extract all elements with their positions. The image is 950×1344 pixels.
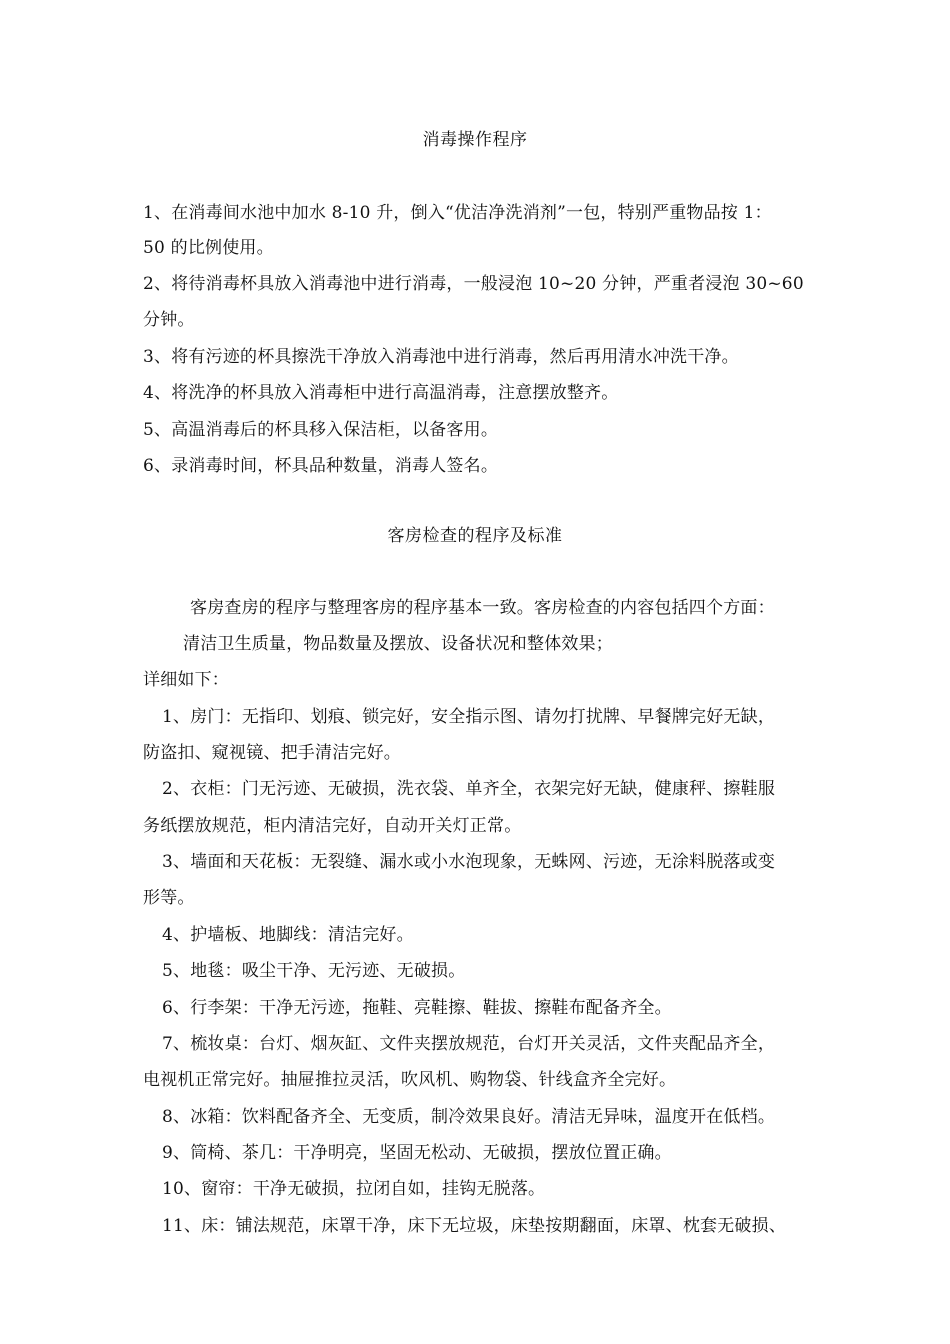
inspection-line: 电视机正常完好。抽屉推拉灵活，吹风机、购物袋、针线盒齐全完好。 [143, 1070, 677, 1090]
disinfection-line: 5、高温消毒后的杯具移入保洁柜，以备客用。 [143, 420, 499, 440]
disinfection-line: 2、将待消毒杯具放入消毒池中进行消毒，一般浸泡 10~20 分钟，严重者浸泡 30~60 [143, 274, 804, 294]
section-title-disinfection: 消毒操作程序 [422, 130, 528, 150]
inspection-line: 务纸摆放规范，柜内清洁完好，自动开关灯正常。 [143, 816, 522, 836]
inspection-line: 6、行李架：干净无污迹，拖鞋、亮鞋擦、鞋拔、擦鞋布配备齐全。 [162, 998, 672, 1018]
inspection-intro-line: 客房查房的程序与整理客房的程序基本一致。客房检查的内容包括四个方面： [190, 598, 775, 618]
disinfection-line: 分钟。 [143, 310, 195, 330]
inspection-line: 1、房门：无指印、划痕、锁完好，安全指示图、请勿打扰牌、早餐牌完好无缺， [162, 707, 776, 727]
inspection-line: 5、地毯：吸尘干净、无污迹、无破损。 [162, 961, 466, 981]
disinfection-line: 50 的比例使用。 [143, 238, 274, 258]
inspection-line: 10、窗帘：干净无破损，拉闭自如，挂钩无脱落。 [162, 1179, 546, 1199]
section-title-room-inspection: 客房检查的程序及标准 [387, 526, 563, 546]
inspection-line: 形等。 [143, 888, 195, 908]
inspection-line: 3、墙面和天花板：无裂缝、漏水或小水泡现象，无蛛网、污迹，无涂料脱落或变 [162, 852, 776, 872]
inspection-intro-line: 清洁卫生质量，物品数量及摆放、设备状况和整体效果； [183, 634, 613, 654]
inspection-line: 7、梳妆桌：台灯、烟灰缸、文件夹摆放规范，台灯开关灵活，文件夹配品齐全， [162, 1034, 776, 1054]
inspection-line: 2、衣柜：门无污迹、无破损，洗衣袋、单齐全，衣架完好无缺，健康秤、擦鞋服 [162, 779, 776, 799]
inspection-line: 11、床：铺法规范，床罩干净，床下无垃圾，床垫按期翻面，床罩、枕套无破损、 [162, 1216, 787, 1236]
disinfection-line: 4、将洗净的杯具放入消毒柜中进行高温消毒，注意摆放整齐。 [143, 383, 619, 403]
disinfection-line: 1、在消毒间水池中加水 8-10 升，倒入“优洁净洗消剂”一包，特别严重物品按 1： [143, 203, 772, 223]
inspection-line: 防盗扣、窥视镜、把手清洁完好。 [143, 743, 401, 763]
disinfection-line: 3、将有污迹的杯具擦洗干净放入消毒池中进行消毒，然后再用清水冲洗干净。 [143, 347, 739, 367]
inspection-line: 9、筒椅、茶几：干净明亮，坚固无松动、无破损，摆放位置正确。 [162, 1143, 672, 1163]
inspection-line: 8、冰箱：饮料配备齐全、无变质，制冷效果良好。清洁无异味，温度开在低档。 [162, 1107, 776, 1127]
inspection-line: 4、护墙板、地脚线：清洁完好。 [162, 925, 414, 945]
disinfection-line: 6、录消毒时间，杯具品种数量，消毒人签名。 [143, 456, 499, 476]
inspection-intro-line: 详细如下： [143, 670, 229, 690]
